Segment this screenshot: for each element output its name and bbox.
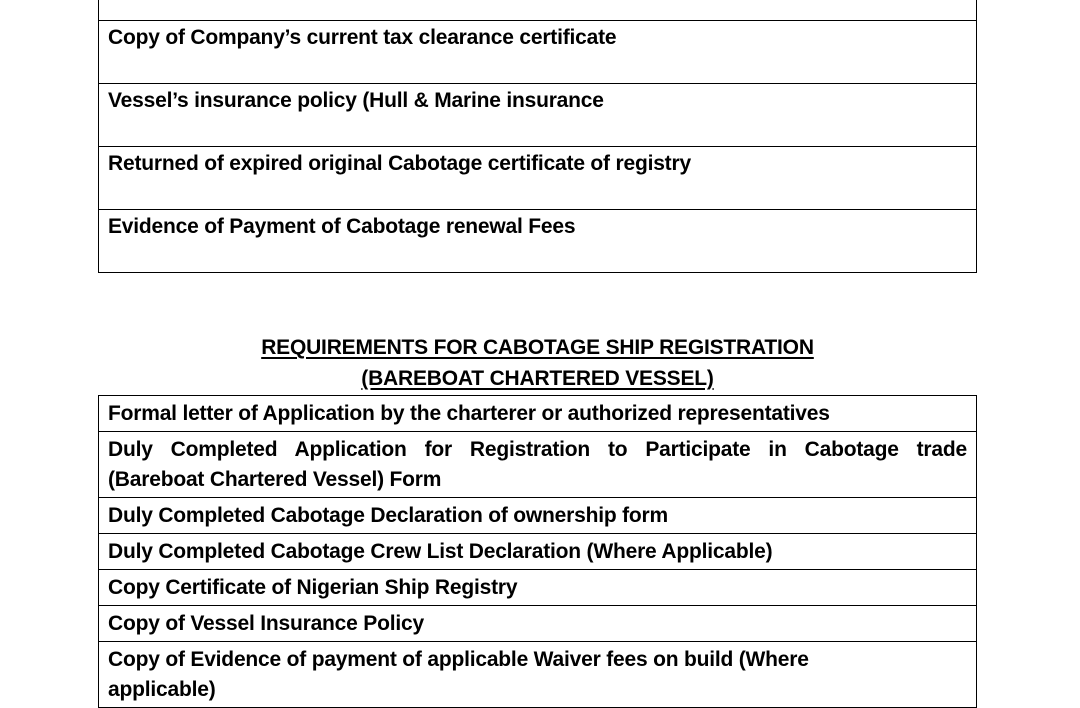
- table-row: [99, 570, 977, 606]
- table-cell: Vessel’s insurance policy (Hull & Marine insurance: [99, 84, 977, 147]
- table-cell: Copy of Company’s current tax clearance certificate: [99, 21, 977, 84]
- table-row: [99, 432, 977, 498]
- table-cell: Formal letter of Application by the charterer or authorized representatives: [99, 396, 977, 432]
- table-cell: Evidence of Payment of Cabotage renewal Fees: [99, 210, 977, 273]
- cell-text-line: applicable): [108, 678, 216, 701]
- bareboat-requirements-table: [98, 395, 977, 708]
- cell-text-line: Duly Completed Application for Registration to Participate in Cabotage trade: [108, 438, 967, 461]
- table-row: [99, 210, 977, 273]
- section-heading: REQUIREMENTS FOR CABOTAGE SHIP REGISTRATION: [261, 336, 814, 359]
- table-cell: Duly Completed Cabotage Declaration of ownership form: [99, 498, 977, 534]
- cell-text-line: (Bareboat Chartered Vessel) Form: [108, 468, 442, 491]
- table-cell: Copy Certificate of Nigerian Ship Registry: [99, 570, 977, 606]
- table-cell: [99, 432, 977, 498]
- table-cell: [99, 642, 977, 708]
- table-cell: [99, 0, 977, 21]
- cell-text-line: Copy of Evidence of payment of applicable Waiver fees on build (Where: [108, 648, 809, 671]
- table-row: [99, 498, 977, 534]
- table-cell: Returned of expired original Cabotage certificate of registry: [99, 147, 977, 210]
- table-row: [99, 606, 977, 642]
- section-subheading: (BAREBOAT CHARTERED VESSEL): [361, 367, 714, 390]
- table-row: [99, 396, 977, 432]
- table-row: [99, 0, 977, 21]
- renewal-requirements-table: [98, 0, 977, 273]
- table-row: [99, 147, 977, 210]
- table-cell: Copy of Vessel Insurance Policy: [99, 606, 977, 642]
- table-row: [99, 84, 977, 147]
- table-row: [99, 21, 977, 84]
- table-cell: Duly Completed Cabotage Crew List Declaration (Where Applicable): [99, 534, 977, 570]
- table-row: [99, 642, 977, 708]
- table-row: [99, 534, 977, 570]
